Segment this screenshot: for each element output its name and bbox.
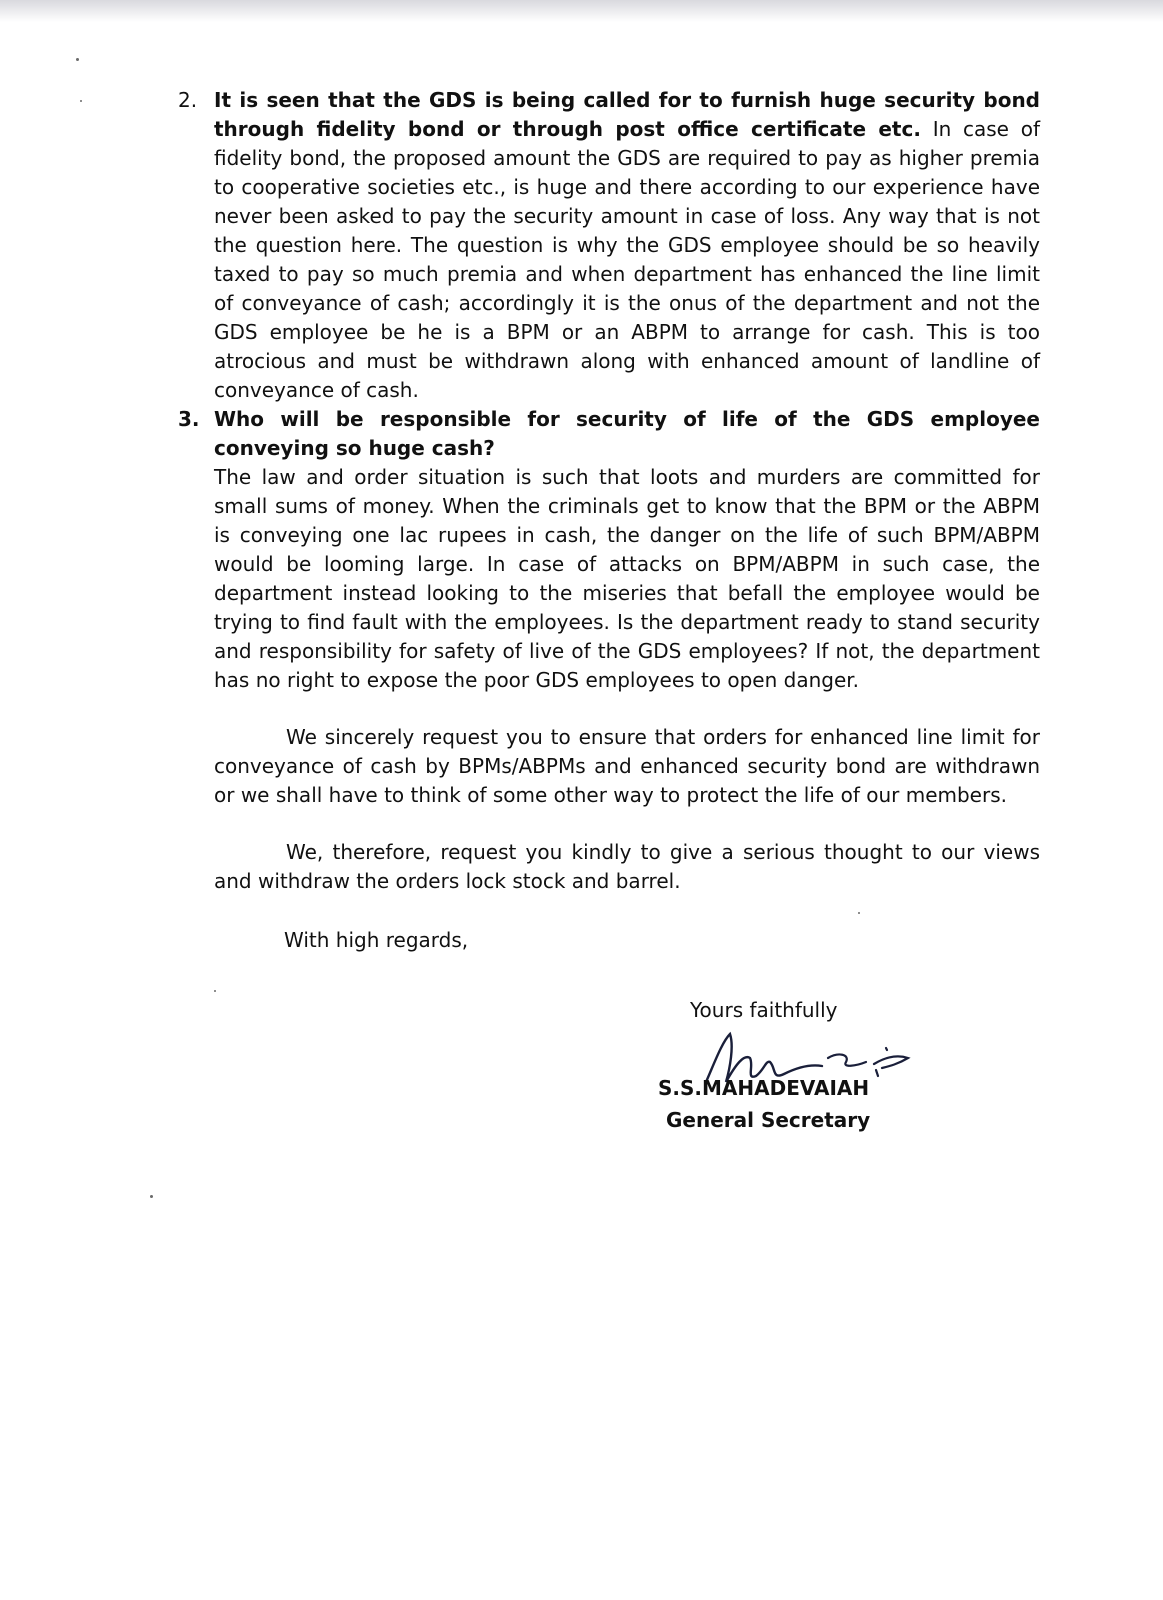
valediction: Yours faithfully: [690, 998, 838, 1022]
signatory-title: General Secretary: [666, 1108, 871, 1132]
scan-edge: [0, 0, 1163, 22]
scan-speck: [150, 1195, 153, 1198]
signature-block: [658, 1072, 870, 1136]
scan-speck: [858, 912, 860, 914]
scan-speck: [80, 100, 82, 102]
point-3-number: 3.: [178, 407, 200, 431]
point-2-number: 2.: [178, 88, 198, 112]
point-2: [178, 86, 1040, 405]
request-paragraph: We sincerely request you to ensure that orders for enhanced line limit for conveyance of cash by BPMs/ABPMs and enhanced security bond are withdrawn or we shall have to think of some other way to protect the life of our members.: [214, 725, 1040, 807]
scan-speck: [214, 990, 216, 992]
signatory-name: S.S.MAHADEVAIAH: [658, 1076, 870, 1100]
point-3: [178, 405, 1040, 695]
point-2-text: In case of fidelity bond, the proposed amount the GDS are required to pay as higher premia to cooperative societies etc., is huge and there according to our experience have never been asked to pay the security amount in case of loss. Any way that is not the question here. The question is why the GDS employee should be so heavily taxed to pay so much premia and when department has enhanced the line limit of conveyance of cash; accordingly it is the onus of the department and not the GDS employee be he is a BPM or an ABPM to arrange for cash. This is too atrocious and must be withdrawn along with enhanced amount of landline of conveyance of cash.: [214, 117, 1040, 402]
scan-speck: [76, 58, 79, 61]
regards-line: With high regards,: [284, 928, 469, 952]
point-2-lead: It is seen that the GDS is being called for to furnish huge security bond through fidelity bond or through post office certificate etc.: [214, 88, 1040, 141]
point-3-heading: Who will be responsible for security of life of the GDS employee conveying so huge cash?: [214, 407, 1040, 460]
letter-body: [178, 86, 1040, 955]
therefore-paragraph: We, therefore, request you kindly to give a serious thought to our views and withdraw the orders lock stock and barrel.: [214, 840, 1040, 893]
point-3-text: The law and order situation is such that loots and murders are committed for small sums of money. When the criminals get to know that the BPM or the ABPM is conveying one lac rupees in cash, the danger on the life of such BPM/ABPM would be looming large. In case of attacks on BPM/ABPM in such case, the department instead looking to the miseries that befall the employee would be trying to find fault with the employees. Is the department ready to stand security and responsibility for safety of live of the GDS employees? If not, the department has no right to expose the poor GDS employees to open danger.: [214, 465, 1040, 692]
